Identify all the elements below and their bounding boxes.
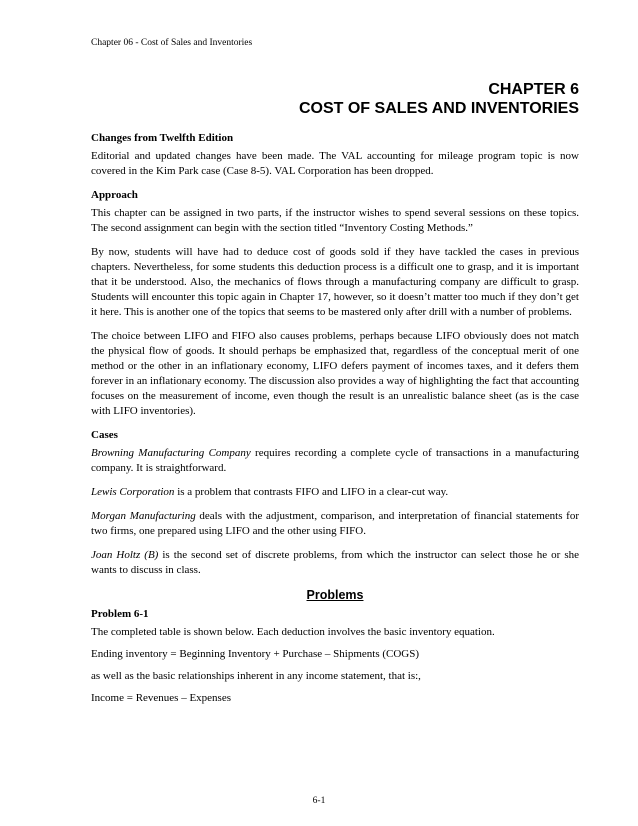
problem-line: The completed table is shown below. Each deduction involves the basic inventory equation. bbox=[91, 626, 495, 638]
problems-heading: Problems bbox=[306, 588, 364, 602]
case-morgan bbox=[91, 509, 579, 539]
body-content bbox=[91, 131, 579, 713]
approach-paragraph-1: This chapter can be assigned in two parts, if the instructor wishes to spend several sessions on these topics. The second assignment can begin with the section titled “Inventory Costing Methods.” bbox=[91, 207, 579, 234]
page-number: 6-1 bbox=[312, 796, 326, 806]
case-description: is a problem that contrasts FIFO and LIFO in a clear-cut way. bbox=[174, 486, 449, 498]
case-holtz bbox=[91, 548, 579, 578]
approach-heading: Approach bbox=[91, 189, 138, 201]
problem-line: as well as the basic relationships inherent in any income statement, that is:, bbox=[91, 670, 421, 682]
chapter-title: COST OF SALES AND INVENTORIES bbox=[298, 100, 579, 117]
case-browning bbox=[91, 446, 579, 476]
case-description: requires recording a complete cycle of transactions in a manufacturing company. It is straightforward. bbox=[91, 447, 579, 474]
chapter-title-block bbox=[299, 80, 579, 118]
case-description: deals with the adjustment, comparison, and interpretation of financial statements for two firms, one prepared using LIFO and the other using FIFO. bbox=[91, 510, 579, 537]
case-name: Browning Manufacturing Company bbox=[91, 447, 251, 459]
problem-line: Ending inventory = Beginning Inventory + Purchase – Shipments (COGS) bbox=[91, 648, 420, 660]
running-header: Chapter 06 - Cost of Sales and Inventories bbox=[91, 38, 253, 48]
changes-heading: Changes from Twelfth Edition bbox=[91, 132, 234, 144]
problem-6-1-heading: Problem 6-1 bbox=[91, 608, 149, 620]
changes-paragraph: Editorial and updated changes have been made. The VAL accounting for mileage program topic is now covered in the Kim Park case (Case 8-5). VAL Corporation has been dropped. bbox=[91, 150, 579, 177]
case-name: Morgan Manufacturing bbox=[91, 510, 196, 522]
case-name: Joan Holtz (B) bbox=[91, 549, 159, 561]
case-lewis bbox=[91, 485, 579, 500]
approach-paragraph-3: The choice between LIFO and FIFO also causes problems, perhaps because LIFO obviously does not match the physical flow of goods. It should perhaps be emphasized that, regardless of the conceptual merit of one method or the other in an inflationary economy, LIFO defers payment of incomes taxes, and it defers them forever in an inflationary economy. The discussion also provides a way of highlighting the fact that accounting focuses on the measurement of income, even though the result is an unrealistic balance sheet (as is the case with LIFO inventories). bbox=[91, 330, 579, 417]
problem-line: Income = Revenues – Expenses bbox=[91, 692, 231, 704]
chapter-number: CHAPTER 6 bbox=[488, 81, 579, 98]
approach-paragraph-2: By now, students will have had to deduce cost of goods sold if they have tackled the cases in previous chapters. Nevertheless, for some students this deduction process is a difficult one to grasp, and it is important that it be understood. Also, the mechanics of flows through a manufacturing company are difficult to grasp. Students will encounter this topic again in Chapter 17, however, so it doesn’t matter too much if they don’t get it here. This is another one of the topics that seems to be mastered only after drill with a number of problems. bbox=[91, 246, 579, 318]
cases-heading: Cases bbox=[91, 429, 118, 441]
case-description: is the second set of discrete problems, from which the instructor can select those he or she wants to discuss in class. bbox=[91, 549, 579, 576]
case-name: Lewis Corporation bbox=[91, 486, 175, 498]
